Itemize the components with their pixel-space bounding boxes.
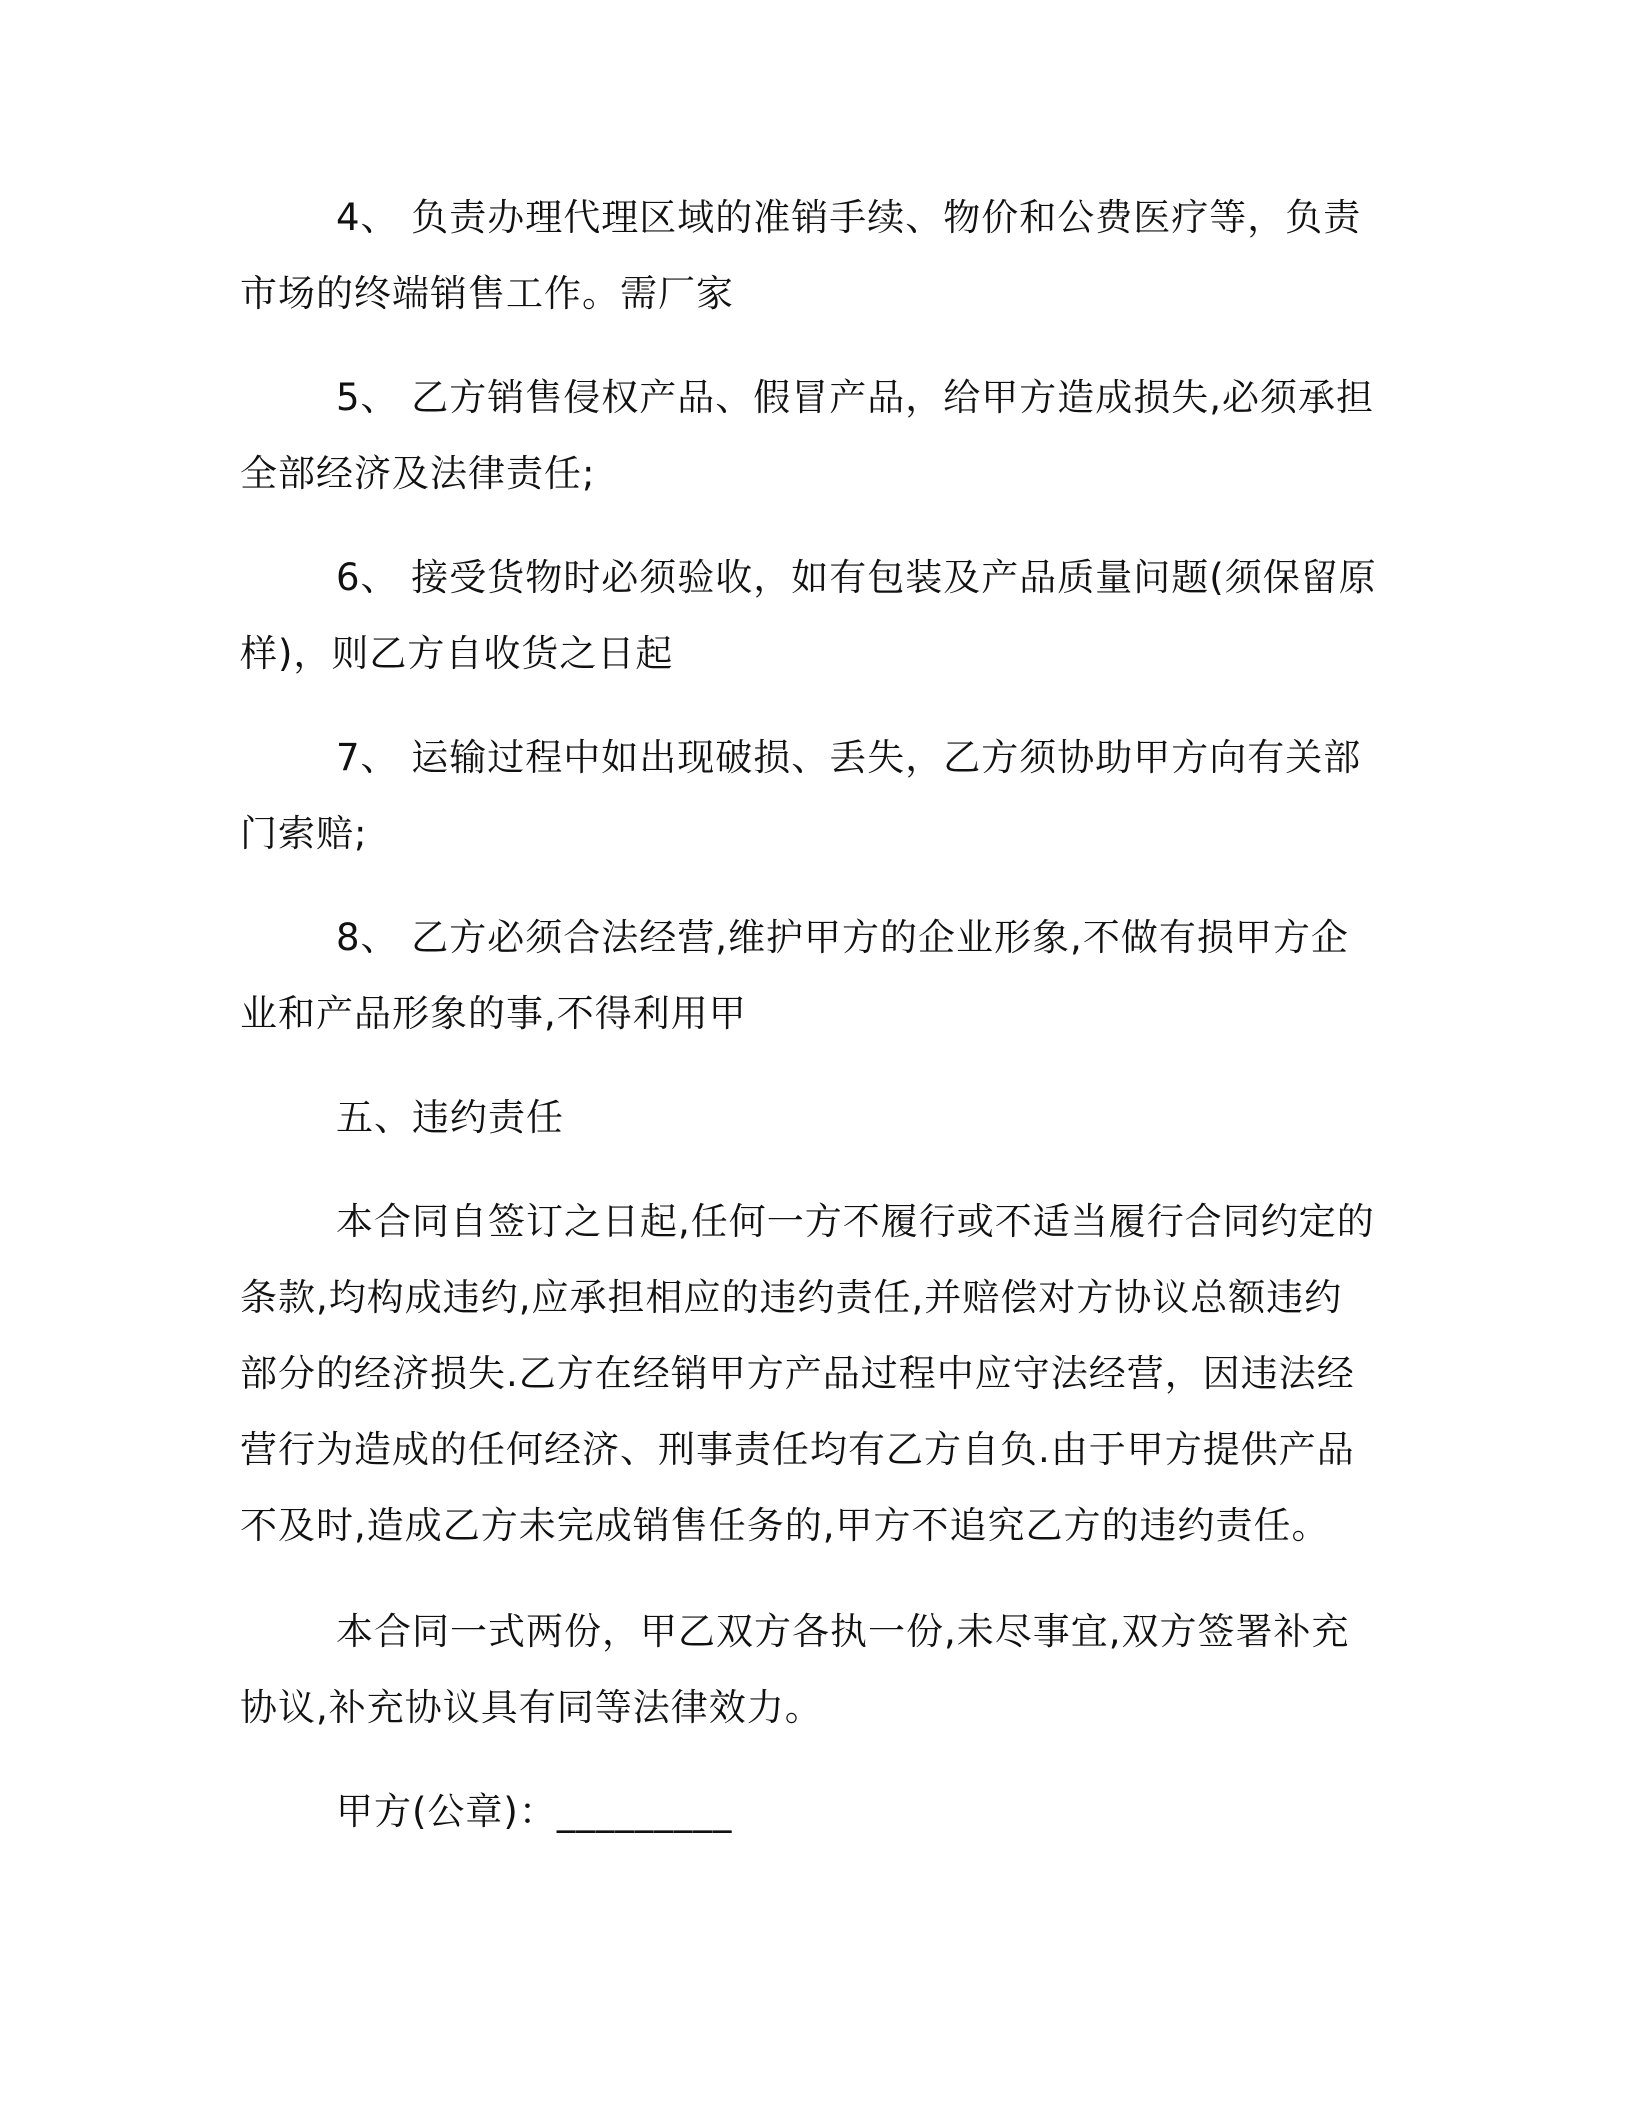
clause-7: 7、 运输过程中如出现破损、丢失，乙方须协助甲方向有关部门索赔;: [240, 736, 1362, 855]
clause-6: 6、 接受货物时必须验收，如有包装及产品质量问题(须保留原样)，则乙方自收货之日起: [240, 556, 1377, 675]
clause-5: 5、 乙方销售侵权产品、假冒产品，给甲方造成损失,必须承担全部经济及法律责任;: [240, 376, 1375, 495]
section-heading: 五、违约责任: [336, 1096, 564, 1139]
copies-paragraph: 本合同一式两份，甲乙双方各执一份,未尽事宜,双方签署补充协议,补充协议具有同等法律效力。: [240, 1610, 1350, 1729]
party-a-signature: [336, 1774, 732, 1850]
liability-paragraph: 本合同自签订之日起,任何一方不履行或不适当履行合同约定的条款,均构成违约,应承担相应的违约责任,并赔偿对方协议总额违约部分的经济损失.乙方在经销甲方产品过程中应守法经营，因违法经营行为造成的任何经济、刑事责任均有乙方自负.由于甲方提供产品不及时,造成乙方未完成销售任务的,甲方不追究乙方的违约责任。: [240, 1200, 1375, 1547]
signature-blank: _________: [556, 1790, 733, 1833]
clause-4: 4、 负责办理代理区域的准销手续、物价和公费医疗等，负责市场的终端销售工作。需厂家: [240, 196, 1362, 315]
party-a-label: 甲方(公章)：: [336, 1790, 557, 1833]
clause-8: 8、 乙方必须合法经营,维护甲方的企业形象,不做有损甲方企业和产品形象的事,不得利用甲: [240, 916, 1349, 1035]
